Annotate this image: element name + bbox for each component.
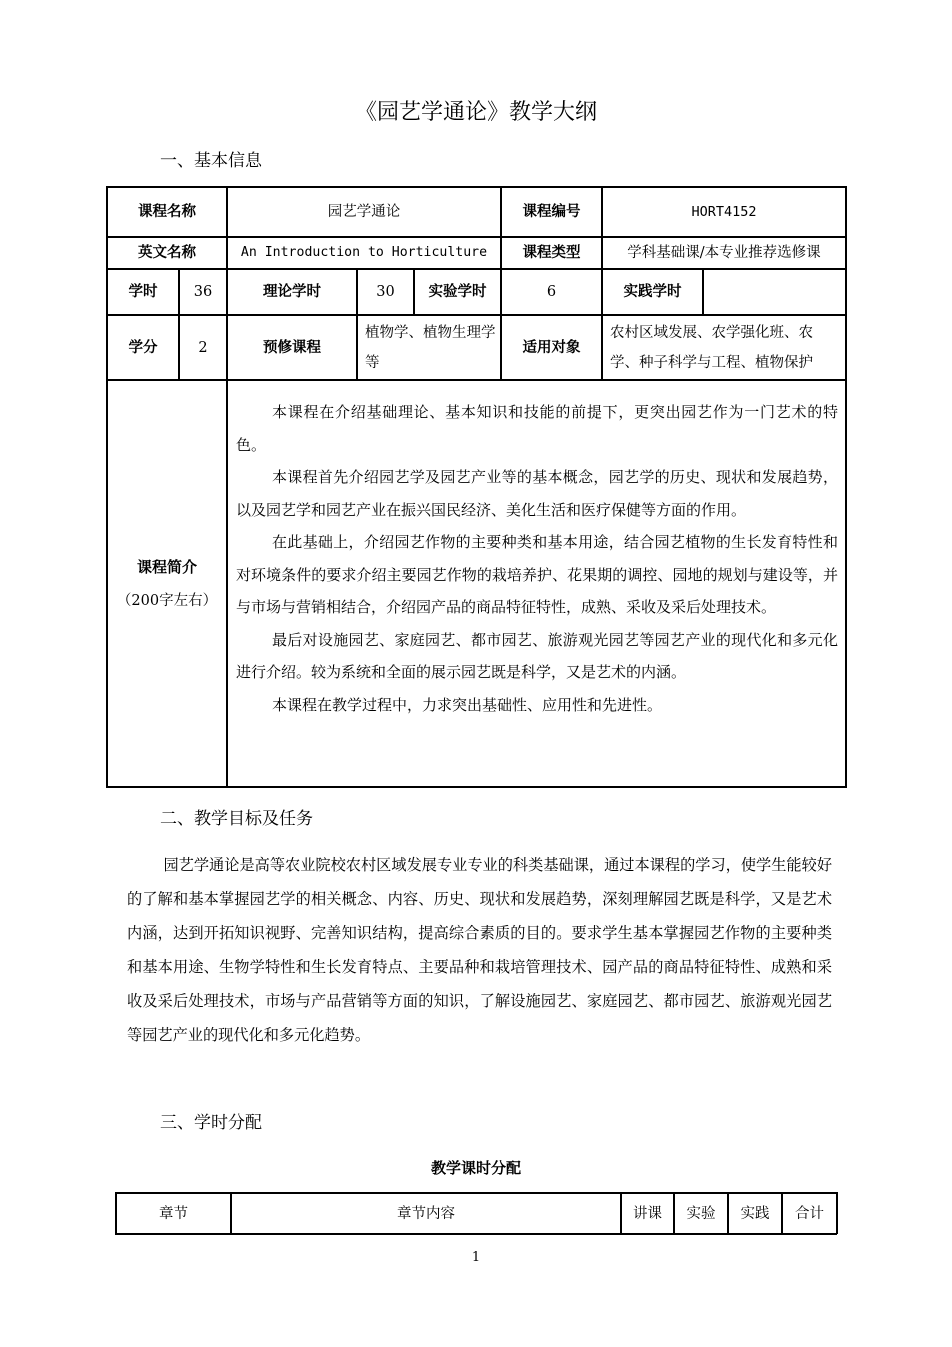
intro-label-cell <box>108 381 226 786</box>
theory-hours-value: 30 <box>376 284 395 300</box>
practice-hours-value <box>704 270 845 314</box>
intro-paragraph: 本课程在介绍基础理论、基本知识和技能的前提下，更突出园艺作为一门艺术的特色。 <box>236 403 838 454</box>
lab-hours-value: 6 <box>546 284 557 300</box>
english-name-value: An Introduction to Horticulture <box>240 245 488 260</box>
lab-hours-label: 实验学时 <box>428 284 487 300</box>
intro-text <box>236 396 838 721</box>
hours-table-header: 实验 <box>686 1205 716 1222</box>
page-title: 《园艺学通论》教学大纲 <box>354 100 597 125</box>
course-code-label: 课程编号 <box>522 204 581 220</box>
intro-note: （200字左右） <box>116 592 218 609</box>
english-name-label: 英文名称 <box>138 245 196 261</box>
hours-table-header: 章节 <box>159 1205 188 1222</box>
credits-label: 学分 <box>128 339 158 356</box>
course-name-label: 课程名称 <box>138 204 196 220</box>
credits-value: 2 <box>198 339 208 356</box>
page-number: 1 <box>471 1250 481 1265</box>
course-name-value: 园艺学通论 <box>327 204 401 220</box>
audience-label: 适用对象 <box>522 339 581 356</box>
hours-table-header: 实践 <box>740 1205 770 1222</box>
intro-paragraph: 本课程在教学过程中，力求突出基础性、应用性和先进性。 <box>272 695 663 714</box>
prereq-label: 预修课程 <box>263 339 321 356</box>
hours-table-header: 讲课 <box>633 1205 662 1222</box>
course-code-value: HORT4152 <box>691 204 757 220</box>
hours-label: 学时 <box>128 284 158 300</box>
practice-hours-label: 实践学时 <box>623 284 682 300</box>
goals-paragraph: 园艺学通论是高等农业院校农村区域发展专业专业的科类基础课，通过本课程的学习，使学生能较好的了解和基本掌握园艺学的相关概念、内容、历史、现状和发展趋势，深刻理解园艺既是科学，又是艺术内涵，达到开拓知识视野、完善知识结构，提高综合素质的目的。要求学生基本掌握园艺作物的主要种类和基本用途、生物学特性和生长发育特点、主要品种和栽培管理技术、园产品的商品特征特性、成熟和采收及采后处理技术，市场与产品营销等方面的知识，了解设施园艺、家庭园艺、都市园艺、旅游观光园艺等园艺产业的现代化和多元化趋势。 <box>127 856 832 1044</box>
course-type-value: 学科基础课/本专业推荐选修课 <box>627 245 821 261</box>
hours-table-caption: 教学课时分配 <box>430 1159 521 1177</box>
section-heading-hours: 三、学时分配 <box>160 1113 262 1133</box>
intro-paragraph: 在此基础上，介绍园艺作物的主要种类和基本用途，结合园艺植物的生长发育特性和对环境条件的要求介绍主要园艺作物的栽培养护、花果期的调控、园地的规划与建设等，并与市场与营销相结合，介绍园产品的商品特征特性，成熟、采收及采后处理技术。 <box>236 533 838 616</box>
hours-table-header: 合计 <box>795 1205 824 1222</box>
prereq-value: 植物学、植物生理学等 <box>365 324 496 371</box>
audience-value: 农村区域发展、农学强化班、农学、种子科学与工程、植物保护 <box>610 324 813 371</box>
intro-paragraph: 本课程首先介绍园艺学及园艺产业等的基本概念，园艺学的历史、现状和发展趋势，以及园艺学和园艺产业在振兴国民经济、美化生活和医疗保健等方面的作用。 <box>236 468 838 519</box>
intro-label: 课程简介 <box>136 557 197 576</box>
course-type-label: 课程类型 <box>522 245 581 261</box>
theory-hours-label: 理论学时 <box>263 284 321 300</box>
section-heading-goals: 二、教学目标及任务 <box>160 809 313 829</box>
intro-paragraph: 最后对设施园艺、家庭园艺、都市园艺、旅游观光园艺等园艺产业的现代化和多元化进行介绍。较为系统和全面的展示园艺既是科学，又是艺术的内涵。 <box>236 630 838 681</box>
hours-value: 36 <box>193 284 213 300</box>
section-heading-basic-info: 一、基本信息 <box>160 151 262 171</box>
hours-table-header: 章节内容 <box>397 1205 455 1222</box>
